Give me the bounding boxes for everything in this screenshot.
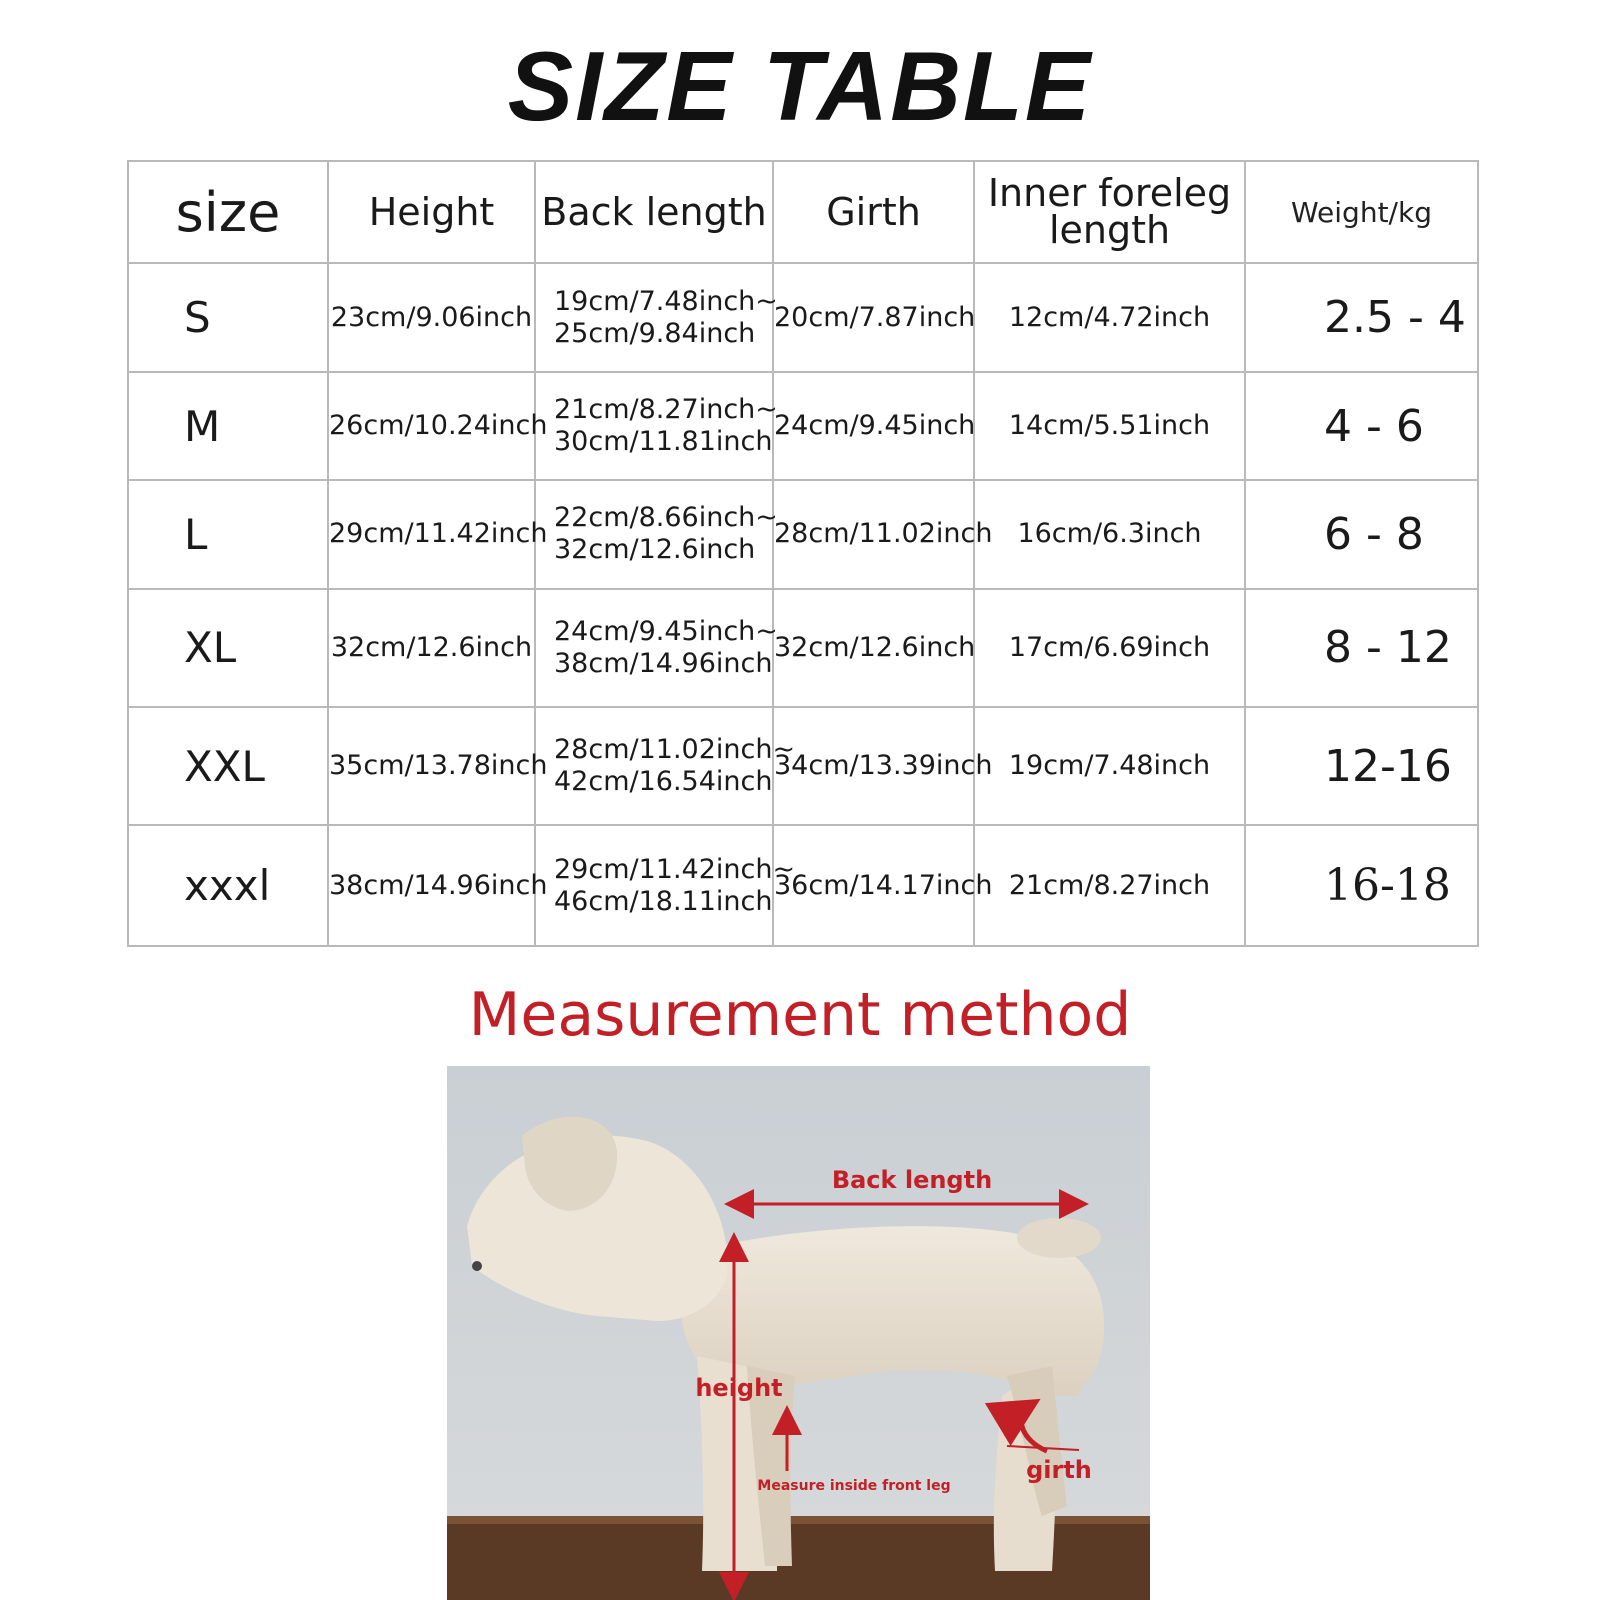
foreleg-cell: 17cm/6.69inch — [974, 589, 1245, 707]
header-girth: Girth — [773, 161, 974, 263]
girth-cell: 24cm/9.45inch — [773, 372, 974, 480]
size-table — [127, 160, 1479, 947]
foreleg-cell: 21cm/8.27inch — [974, 825, 1245, 946]
weight-cell: 4 - 6 — [1245, 372, 1478, 480]
header-back-length: Back length — [535, 161, 773, 263]
size-cell: S — [128, 263, 328, 371]
size-cell: L — [128, 480, 328, 588]
height-cell: 35cm/13.78inch — [328, 707, 535, 825]
girth-cell: 20cm/7.87inch — [773, 263, 974, 371]
weight-cell: 8 - 12 — [1245, 589, 1478, 707]
height-cell: 32cm/12.6inch — [328, 589, 535, 707]
back-length-max: 38cm/14.96inch — [554, 647, 773, 679]
back-length-max: 25cm/9.84inch — [554, 317, 756, 349]
back-length-max: 30cm/11.81inch — [554, 426, 773, 457]
header-inner-foreleg — [974, 161, 1245, 263]
back-length-cell — [535, 480, 778, 588]
foreleg-cell: 14cm/5.51inch — [974, 372, 1245, 480]
page-title: SIZE TABLE — [507, 31, 1093, 141]
measurement-photo — [447, 1066, 1150, 1600]
size-cell: M — [128, 372, 328, 480]
weight-cell: 2.5 - 4 — [1245, 263, 1478, 371]
header-height: Height — [328, 161, 535, 263]
weight-cell: 12-16 — [1245, 707, 1478, 825]
height-cell: 29cm/11.42inch — [328, 480, 535, 588]
height-label: height — [695, 1374, 783, 1402]
back-length-cell — [535, 263, 778, 371]
foreleg-cell: 16cm/6.3inch — [974, 480, 1245, 588]
table-row — [128, 707, 1478, 825]
table-row — [128, 589, 1478, 707]
back-length-min: 22cm/8.66inch~ — [554, 502, 778, 534]
girth-cell: 36cm/14.17inch — [773, 825, 974, 946]
table-row — [128, 480, 1478, 588]
weight-cell: 6 - 8 — [1245, 480, 1478, 588]
girth-cell: 28cm/11.02inch — [773, 480, 974, 588]
back-length-max: 42cm/16.54inch — [554, 766, 773, 798]
back-length-min: 24cm/9.45inch~ — [554, 615, 778, 647]
header-weight: Weight/kg — [1245, 161, 1478, 263]
back-length-cell — [535, 372, 778, 480]
back-length-cell — [535, 589, 778, 707]
back-length-cell — [535, 825, 796, 946]
height-cell: 38cm/14.96inch — [328, 825, 535, 946]
back-length-min: 19cm/7.48inch~ — [554, 285, 778, 317]
weight-cell: 16-18 — [1245, 825, 1478, 946]
back-length-cell — [535, 707, 796, 825]
header-inner-foreleg-line2: length — [1048, 208, 1171, 253]
girth-label: girth — [1026, 1456, 1092, 1484]
table-row — [128, 825, 1478, 946]
table-row — [128, 372, 1478, 480]
size-cell: XL — [128, 589, 328, 707]
measurement-method-title: Measurement method — [468, 980, 1132, 1050]
height-cell: 23cm/9.06inch — [328, 263, 535, 371]
header-inner-foreleg-line1: Inner foreleg — [987, 171, 1232, 216]
girth-cell: 32cm/12.6inch — [773, 589, 974, 707]
back-length-label: Back length — [831, 1166, 993, 1194]
back-length-min: 28cm/11.02inch~ — [554, 734, 796, 766]
inside-leg-label: Measure inside front leg — [757, 1478, 951, 1494]
size-cell: XXL — [128, 707, 328, 825]
girth-cell: 34cm/13.39inch — [773, 707, 974, 825]
foreleg-cell: 19cm/7.48inch — [974, 707, 1245, 825]
back-length-max: 32cm/12.6inch — [554, 534, 756, 566]
back-length-min: 21cm/8.27inch~ — [554, 394, 778, 425]
height-cell: 26cm/10.24inch — [328, 372, 535, 480]
table-row — [128, 263, 1478, 371]
size-cell: xxxl — [128, 825, 328, 946]
foreleg-cell: 12cm/4.72inch — [974, 263, 1245, 371]
back-length-min: 29cm/11.42inch~ — [554, 853, 796, 885]
header-size: size — [128, 161, 328, 263]
header-row — [128, 161, 1478, 263]
back-length-max: 46cm/18.11inch — [554, 885, 773, 917]
